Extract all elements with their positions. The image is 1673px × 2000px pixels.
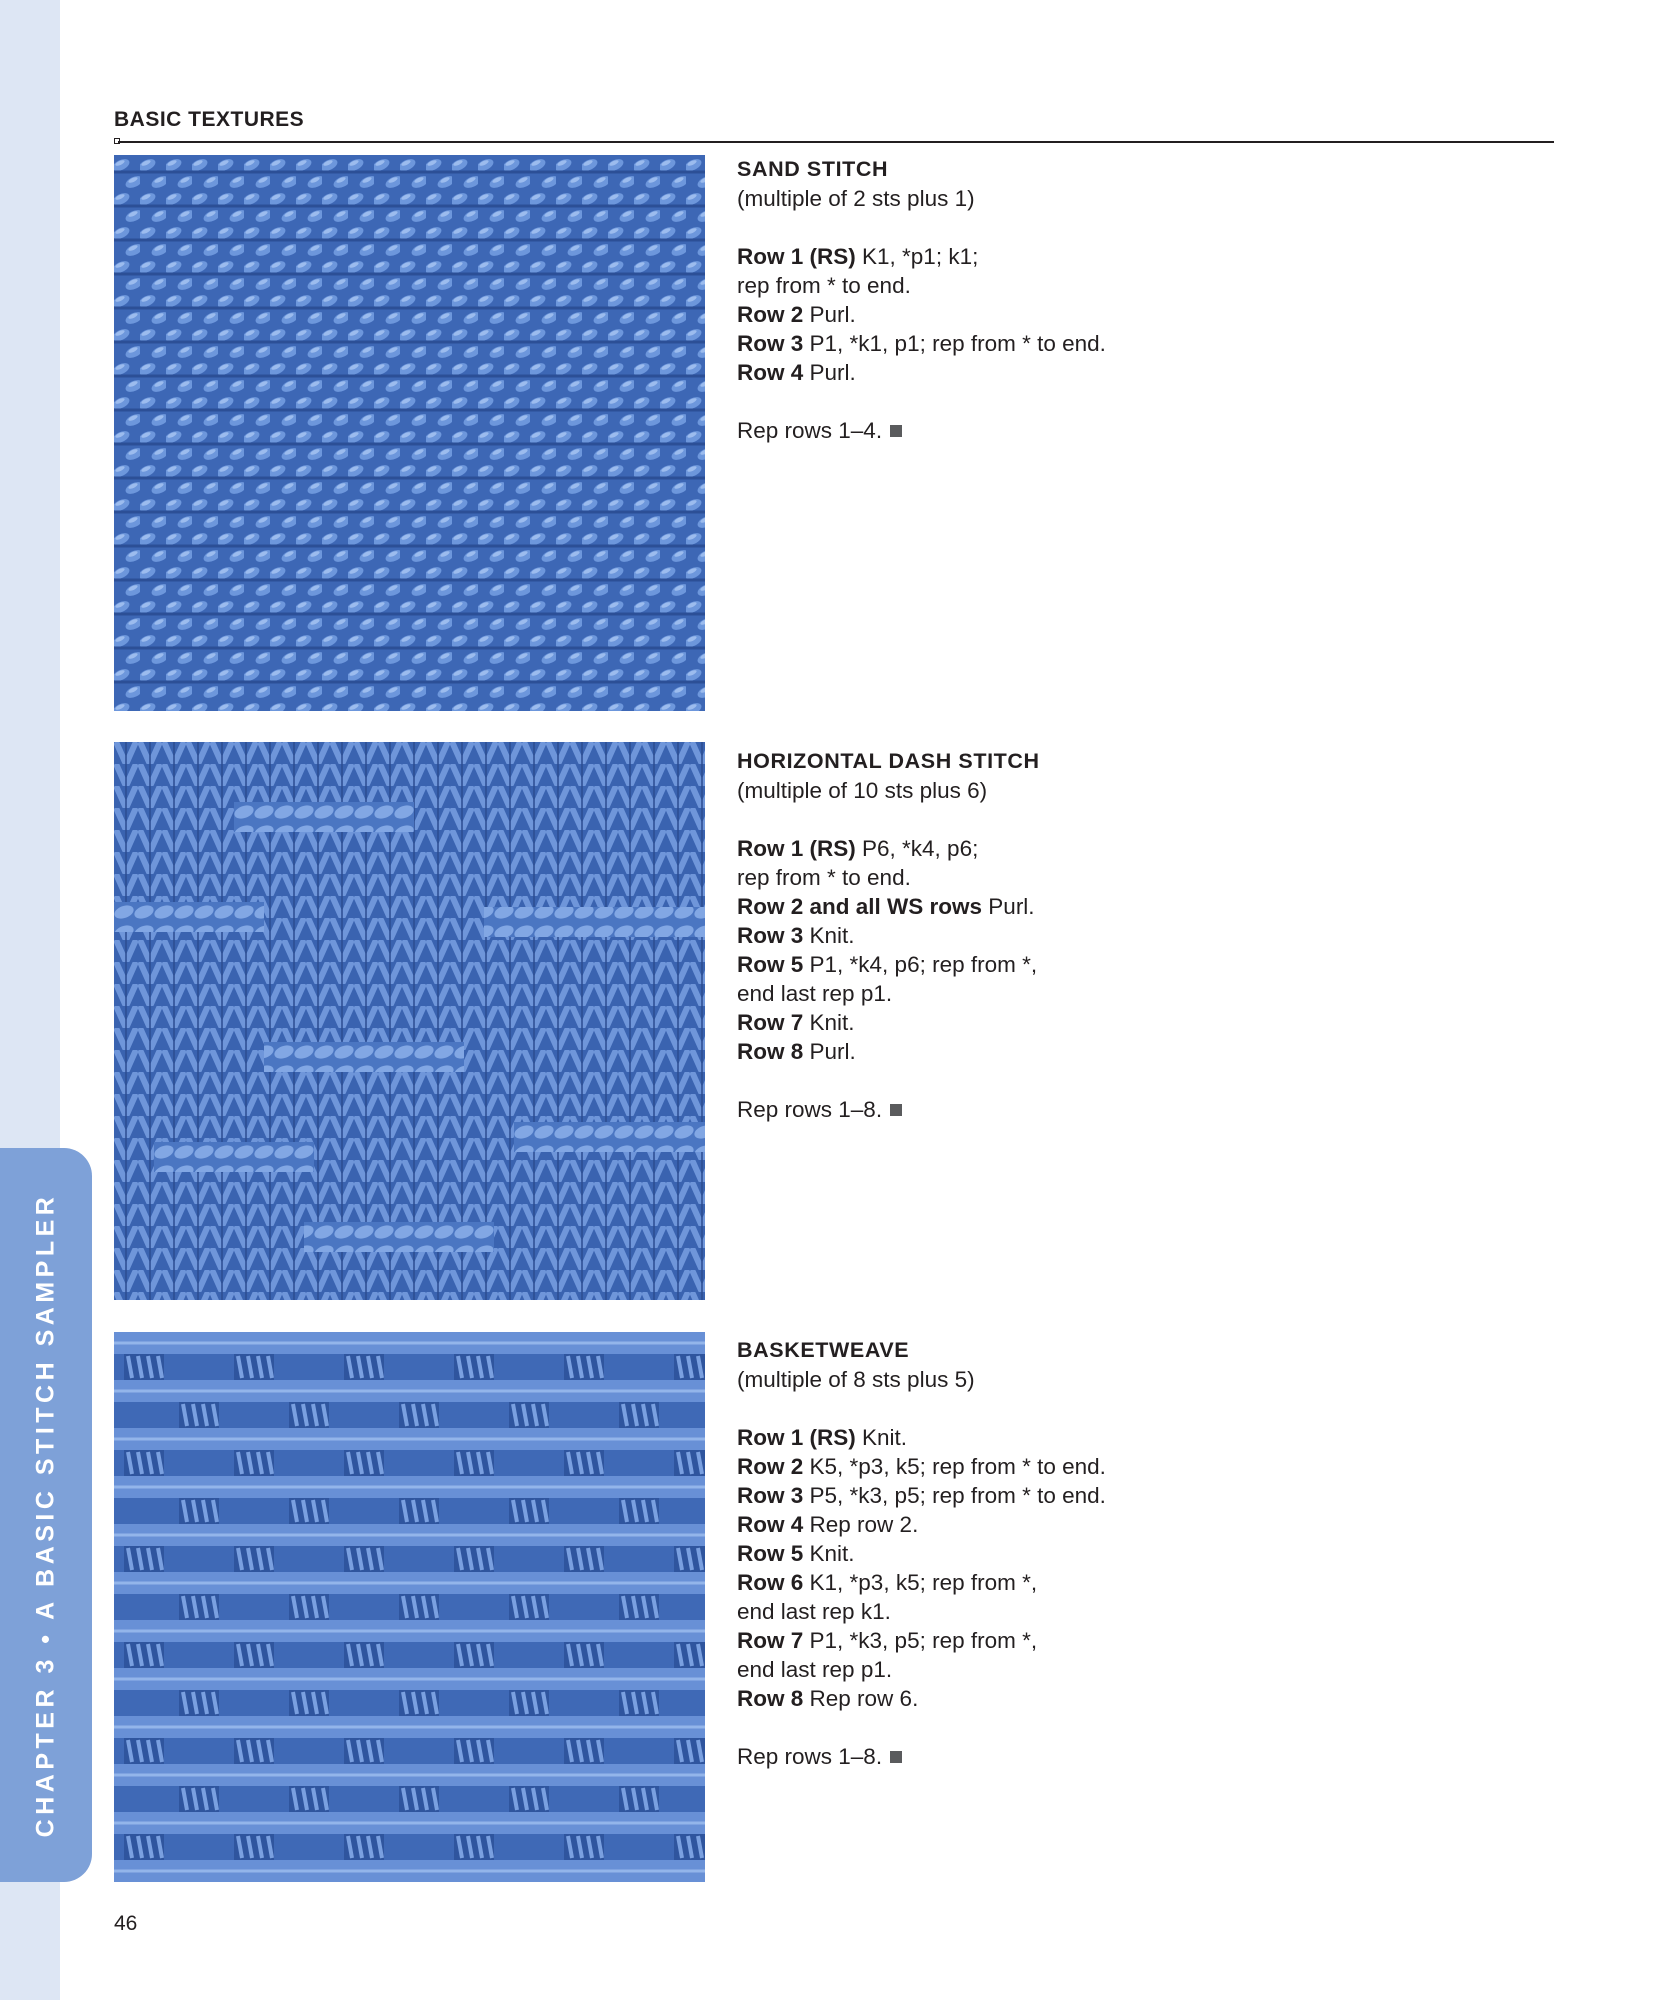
row-line: Row 4 Purl. [737, 360, 856, 385]
row-line: Row 8 Rep row 6. [737, 1686, 919, 1711]
stitch-multiple: (multiple of 2 sts plus 1) [737, 186, 975, 211]
section-header: BASIC TEXTURES [114, 108, 305, 131]
stitch-title: HORIZONTAL DASH STITCH [737, 749, 1040, 773]
stitch-block-basketweave [737, 1336, 1557, 1771]
page-number: 46 [114, 1912, 138, 1935]
repeat-line: Rep rows 1–8. [737, 1742, 1557, 1771]
row-line: Row 5 P1, *k4, p6; rep from *, [737, 952, 1038, 977]
row-line: end last rep p1. [737, 981, 893, 1006]
row-line: Row 7 P1, *k3, p5; rep from *, [737, 1628, 1038, 1653]
chapter-tab-label: CHAPTER 3 • A BASIC STITCH SAMPLER [31, 1192, 60, 1838]
row-line: Row 4 Rep row 2. [737, 1512, 919, 1537]
row-line: Row 2 and all WS rows Purl. [737, 894, 1035, 919]
row-line: rep from * to end. [737, 273, 911, 298]
row-line: rep from * to end. [737, 865, 911, 890]
sand-stitch-swatch-image [114, 155, 705, 711]
stitch-title: SAND STITCH [737, 157, 889, 181]
repeat-line: Rep rows 1–8. [737, 1095, 1557, 1124]
row-line: Row 2 K5, *p3, k5; rep from * to end. [737, 1454, 1106, 1479]
repeat-line: Rep rows 1–4. [737, 416, 1557, 445]
row-line: Row 3 P1, *k1, p1; rep from * to end. [737, 331, 1106, 356]
stitch-block-sand [737, 155, 1557, 445]
row-line: Row 6 K1, *p3, k5; rep from *, [737, 1570, 1038, 1595]
end-square-icon [890, 1751, 902, 1763]
stitch-block-horizontal-dash [737, 747, 1557, 1124]
row-line: Row 3 P5, *k3, p5; rep from * to end. [737, 1483, 1106, 1508]
basketweave-swatch-image [114, 1332, 705, 1882]
end-square-icon [890, 425, 902, 437]
row-line: Row 1 (RS) Knit. [737, 1425, 908, 1450]
row-line: Row 5 Knit. [737, 1541, 855, 1566]
row-line: Row 2 Purl. [737, 302, 856, 327]
horizontal-dash-swatch-image [114, 742, 705, 1300]
row-line: Row 7 Knit. [737, 1010, 855, 1035]
row-line: Row 1 (RS) K1, *p1; k1; [737, 244, 979, 269]
stitch-title: BASKETWEAVE [737, 1338, 910, 1362]
header-rule [118, 141, 1554, 143]
row-line: Row 1 (RS) P6, *k4, p6; [737, 836, 979, 861]
row-line: end last rep k1. [737, 1599, 891, 1624]
stitch-multiple: (multiple of 10 sts plus 6) [737, 778, 988, 803]
row-line: Row 8 Purl. [737, 1039, 856, 1064]
stitch-multiple: (multiple of 8 sts plus 5) [737, 1367, 975, 1392]
row-line: end last rep p1. [737, 1657, 893, 1682]
end-square-icon [890, 1104, 902, 1116]
row-line: Row 3 Knit. [737, 923, 855, 948]
